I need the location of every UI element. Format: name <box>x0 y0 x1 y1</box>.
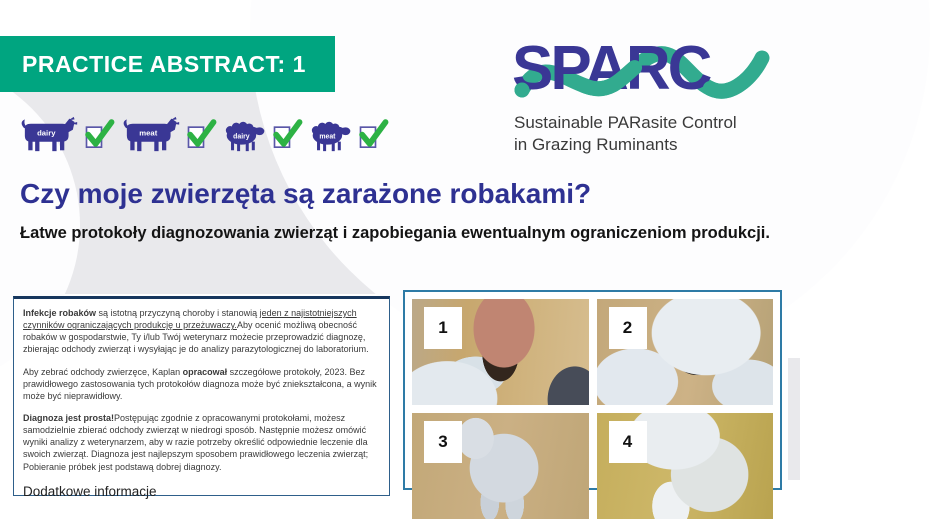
photo-step-3 <box>412 413 589 519</box>
photo-number-badge: 3 <box>424 421 462 463</box>
photo-number-badge: 2 <box>609 307 647 349</box>
sheep-meat-icon <box>308 120 352 152</box>
sheep-dairy-label: dairy <box>233 133 250 141</box>
cow-dairy-label: dairy <box>37 128 56 138</box>
page-edge-gray-strip <box>788 358 800 480</box>
logo-tagline <box>514 112 737 156</box>
page-subtitle: Łatwe protokoły diagnozowania zwierząt i zapobiegania ewentualnym ograniczeniom produkcji. <box>20 224 770 242</box>
article-paragraph-2: Aby zebrać odchody zwierzęce, Kaplan opracował szczegółowe protokoły, 2023. Bez prawidłowego zastosowania tych protokołów diagnoza może być zniekształcona, a wynik może być nieprawidłowy. <box>23 366 377 401</box>
photo-step-4 <box>597 413 774 519</box>
article-paragraph-3: Diagnoza jest prosta!Postępując zgodnie z opracowanymi protokołami, możesz samodzielnie zbierać odchody zwierząt w niedrogi sposób. Następnie możesz omówić wyniki analizy z weterynarzem, aby w razie potrzeby określić odpowiednie leczenie dla swoich zwierząt. Diagnoza jest najlepszym sposobem prawidłowego leczenia zwierząt; Pobieranie próbek jest podstawą dobrej diagnozy. <box>23 412 369 472</box>
species-row <box>18 108 394 152</box>
practice-abstract-banner <box>0 36 335 92</box>
page-title: Czy moje zwierzęta są zarażone robakami? <box>20 178 592 209</box>
photo-step-2 <box>597 299 774 405</box>
photo-number-badge: 1 <box>424 307 462 349</box>
cow-meat-icon <box>120 116 180 152</box>
photo-panel <box>403 290 782 490</box>
cow-dairy-icon <box>18 116 78 152</box>
article-paragraph-1: Infekcje robaków są istotną przyczyną choroby i stanowią jeden z najistotniejszych czynników ograniczających produkcję u przeżuwaczy.Aby ocenić możliwą obecność robaków w gospodarstwie, Ty i/lub Twój weterynarz możecie przeprowadzić diagnozę, zbierając odchody zwierząt i wysyłając je do analizy parazytologicznej do laboratorium. <box>23 308 369 355</box>
logo-swoosh-overlay-icon <box>512 36 770 114</box>
logo-wordmark: SPARC <box>512 34 710 103</box>
logo-tagline-line1: Sustainable PARasite Control <box>514 113 737 132</box>
checkbox-checked-icon <box>186 116 216 150</box>
photo-number-badge: 4 <box>609 421 647 463</box>
checkbox-checked-icon <box>84 116 114 150</box>
article-text-box <box>13 296 390 499</box>
cow-meat-label: meat <box>139 128 158 138</box>
logo-tagline-line2: in Grazing Ruminants <box>514 135 678 155</box>
checkbox-checked-icon <box>272 116 302 150</box>
sheep-dairy-icon <box>222 120 266 152</box>
more-info-heading: Dodatkowe informacje <box>23 483 157 499</box>
sparc-logo <box>512 28 782 158</box>
sheep-meat-label: meat <box>319 133 336 141</box>
checkbox-checked-icon <box>358 116 388 150</box>
banner-title: PRACTICE ABSTRACT: 1 <box>22 50 306 77</box>
photo-step-1 <box>412 299 589 405</box>
